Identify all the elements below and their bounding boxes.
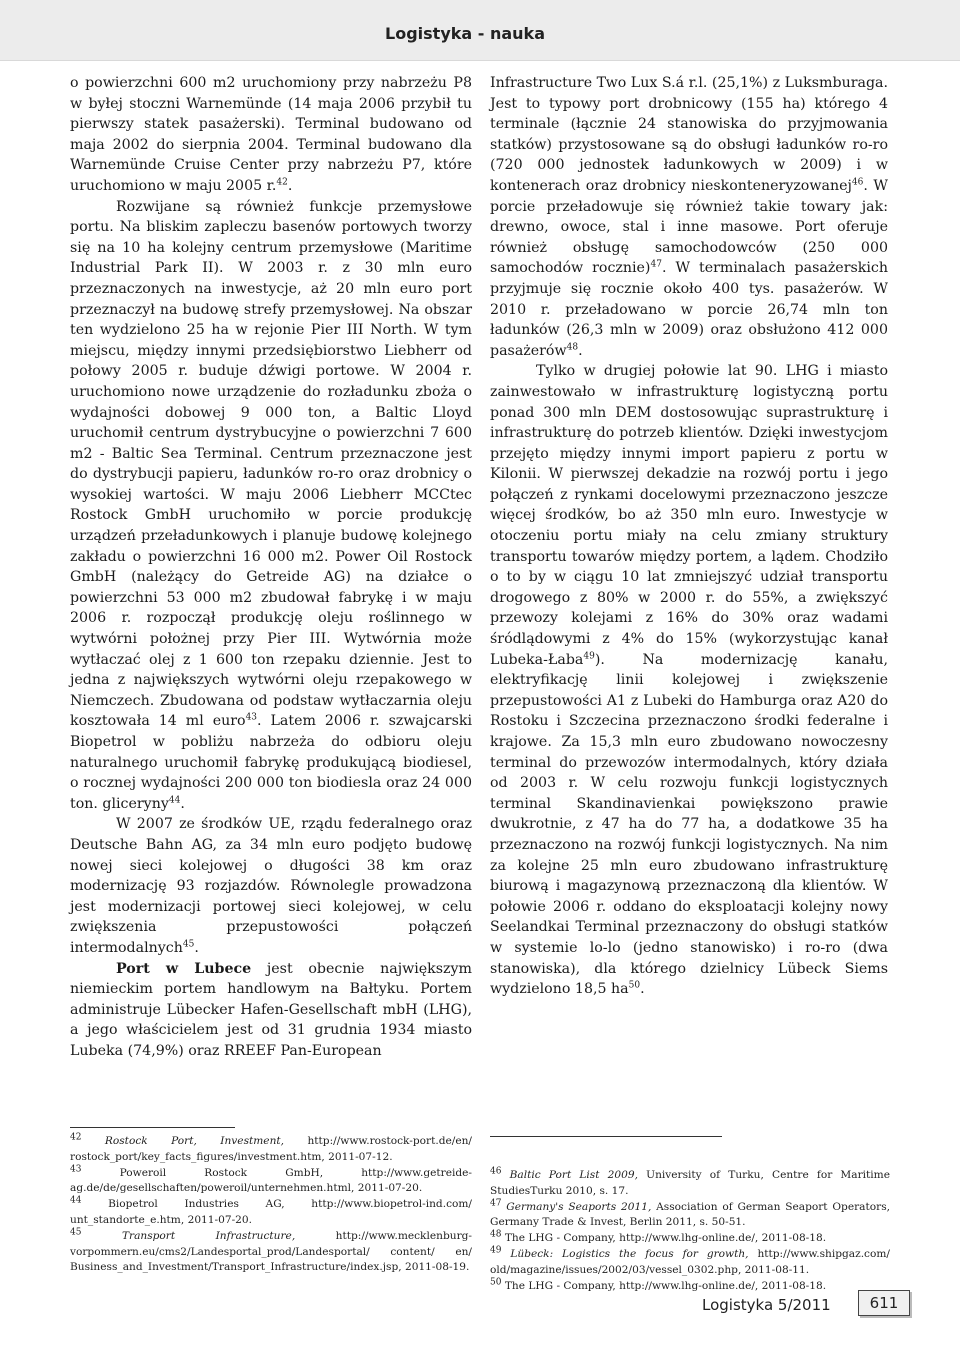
footnote: $^{47}$ Germany's Seaports 2011, Association of German Seaport Operators, Germany Trade & Invest, Berlin 2011, s. 50-51. [490, 1198, 890, 1229]
page-header [0, 0, 960, 61]
paragraph: Port w Lubece jest obecnie największym niemieckim portem handlowym na Bałtyku. Portem administruje Lübecker Hafen-Gesellschaft mbH (LHG), a jego właścicielem jest od 31 grudnia 1934 miasto Lubeka (74,9%) oraz RREEF Pan-European [70, 960, 472, 1059]
footnotes-left [70, 1134, 472, 1276]
footnote: $^{43}$ Poweroil Rostock GmbH, http://www.getreide-ag.de/de/gesellschaften/poweroil/unternehmen.html, 2011-07-20. [70, 1164, 472, 1195]
footnote: $^{48}$ The LHG - Company, http://www.lhg-online.de/, 2011-08-18. [490, 1229, 827, 1245]
section-title: Logistyka - nauka [385, 24, 545, 43]
footnote-divider [490, 1136, 722, 1137]
paragraph: W 2007 ze środków UE, rządu federalnego oraz Deutsche Bahn AG, za 34 mln euro podjęto budowę nowej sieci kolejowej o długości 38 km oraz modernizację 93 rozjazdów. Równolegle prowadzona jest modernizacji portowej sieci kolejowej, w celu zwiększenia przepustowości połączeń intermodalnych$^{45}$. [70, 816, 472, 956]
paragraph: o powierzchni 600 m2 uruchomiony przy nabrzeżu P8 w byłej stoczni Warnemünde (14 maja 2006 przybił tu pierwszy statek pasażerski). Terminal budowano od maja 2002 do sierpnia 2004. Terminal budowano dla Warnemünde Cruise Center przy nabrzeżu P7, które uruchomiono w maju 2005 r.$^{42}$. [70, 75, 472, 194]
footnote: $^{44}$ Biopetrol Industries AG, http://www.biopetrol-ind.com/ unt_standorte_e.htm, 2011-07-20. [70, 1195, 472, 1226]
paragraph: Tylko w drugiej połowie lat 90. LHG i miasto zainwestowało w infrastrukturę logistyczną portu ponad 300 mln DEM dostosowując suprastrukturę i infrastrukturę do potrzeb klientów. Dzięki inwestycjom przejęto między innymi import papieru z portu w Kilonii. W pierwszej dekadzie na rozwój portu i jego połączeń z rynkami docelowymi przeznaczono jeszcze więcej środków, bo aż 350 mln euro. Inwestycje w otoczeniu portu miały na celu zmiany struktury transportu towarów między portem, a lądem. Chodziło o to by w ciągu 10 lat zmniejszyć udział transportu drogowego z 80% w 2000 r. do 55%, a zwiększyć przewozy kolejami z 16% do 30% oraz wadami śródlądowymi z 4% do 15% (wykorzystując kanał Lubeka-Łaba$^{49}$). Na modernizację kanału, elektryfikację linii kolejowej i zwiększenie przepustowości A1 z Lubeki do Hamburga oraz A20 do Rostoku i Szczecina przeznaczono środki federalne i krajowe. Za 15,3 mln euro zbudowano nowoczesny terminal do przewozów intermodalnych, który działa od 2003 r. W celu rozwoju funkcji logistycznych terminal Skandinavienkai powiększono prawie dwukrotnie, z 47 ha do 77 ha, a dodatkowe 35 ha przeznaczono na rozwój funkcji logistycznych. Na nim za kolejne 25 mln euro zbudowano infrastrukturę biurową i magazynową przeznaczoną dla klientów. W połowie 2006 r. oddano do eksploatacji kolejny nowy Seelandkai Terminal przeznaczony do obsługi statków w systemie lo-lo (jedno stanowisko) i ro-ro (dwa stanowiska), dla którego dzielnicy Lübeck Siems wydzielono 18,5 $ha^{50}$. [490, 363, 888, 998]
right-column [490, 73, 888, 1000]
footnote-divider [70, 1127, 235, 1128]
footnote: $^{46}$ Baltic Port List 2009, University of Turku, Centre for Maritime StudiesTurku 2010, s. 17. [490, 1166, 890, 1197]
paragraph: Rozwijane są również funkcje przemysłowe portu. Na bliskim zapleczu basenów portowych tworzy się na 10 ha kolejny centrum przemysłowe (Maritime Industrial Park II). W 2003 r. z 30 mln euro przeznaczonych na inwestycje, aż 20 mln euro port przeznaczył na budowę strefy przemysłowej. Na obszar ten wydzielono 25 ha w rejonie Pier III North. W tym miejscu, między innymi przedsiębiorstwo Liebherr od połowy 2005 r. buduje dźwigi portowe. W 2004 r. uruchomiono nowe urządzenie do rozładunku zboża o wydajności dobowej 9 000 ton, a Baltic Lloyd uruchomił centrum dystrybucyjne o powierzchni 7 600 m2 - Baltic Sea Terminal. Centrum przeznaczone jest do dystrybucji papieru, ładunków ro-ro oraz drobnicy o wysokiej wartości. W maju 2006 Liebherr MCCtec Rostock GmbH uruchomiło w porcie produkcję urządzeń przeładunkowych i planuje budowę kolejnego zakładu o powierzchni 16 000 m2. Power Oil Rostock GmbH (należący do Getreide AG) na działce o powierzchni 53 000 m2 zbudował fabrykę i w maju 2006 r. rozpoczął produkcję oleju roślinnego w wytwórni położnej przy Pier III. Wytwórnia może wytłaczać olej z 1 600 ton rzepaku dziennie. Jest to jedna z największych wytwórni oleju rzepakowego w Niemczech. Zbudowana od podstaw wytłaczarnia oleju kosztowała 14 ml euro$^{43}$. Latem 2006 r. szwajcarski Biopetrol w pobliżu nabrzeża do odbioru oleju naturalnego uruchomił fabrykę produkującą biodiesel, o rocznej wydajności 200 000 ton biodiesla oraz 24 000 ton. gliceryny$^{44}$. [70, 198, 472, 812]
footnote: $^{42}$ Rostock Port, Investment, http://www.rostock-port.de/en/ rostock_port/key_facts_figures/investment.htm, 2011-07-12. [70, 1132, 472, 1163]
left-column [70, 73, 472, 1062]
footnote: $^{50}$ The LHG - Company, http://www.lhg-online.de/, 2011-08-18. [490, 1277, 827, 1292]
footnote: $^{49}$ Lübeck: Logistics the focus for growth, http://www.shipgaz.com/ old/magazine/issues/2002/03/vessel_0302.php, 2011-08-11. [490, 1245, 890, 1276]
paragraph: Infrastructure Two Lux S.á r.l. (25,1%) z Luksmburaga. Jest to typowy port drobnicowy (155 ha) którego 4 terminale (łącznie 24 stanowiska do przyjmowania statków) przystosowane są do obsługi ładunków ro-ro (720 000 jednostek ładunkowych w 2009) i w kontenerach oraz drobnicy nieskonteneryzowanej$^{46}$. W porcie przeładowuje się również takie towary jak: drewno, owoce, stal i inne masowe. Port oferuje również obsługę samochodowców (250 000 samochodów rocznie)$^{47}$. W terminalach pasażerskich przyjmuje się rocznie około 400 tys. pasażerów. W 2010 r. przeładowano w porcie 26,74 mln ton ładunków (26,3 mln w 2009) oraz obsłużono 412 000 pasażerów$^{48}$. [490, 75, 888, 359]
page-number: 611 [858, 1290, 910, 1316]
footnote: $^{45}$ Transport Infrastructure, http://www.mecklenburg-vorpommern.eu/cms2/Landesportal_prod/Landesportal/ content/ en/ Business_and_Investment/Transport_Infrastructure/index.jsp, 2011-08-19. [70, 1227, 472, 1274]
footnotes-right [490, 1168, 890, 1294]
journal-issue: Logistyka 5/2011 [702, 1296, 831, 1314]
port-heading: Port w Lubece [116, 960, 252, 977]
